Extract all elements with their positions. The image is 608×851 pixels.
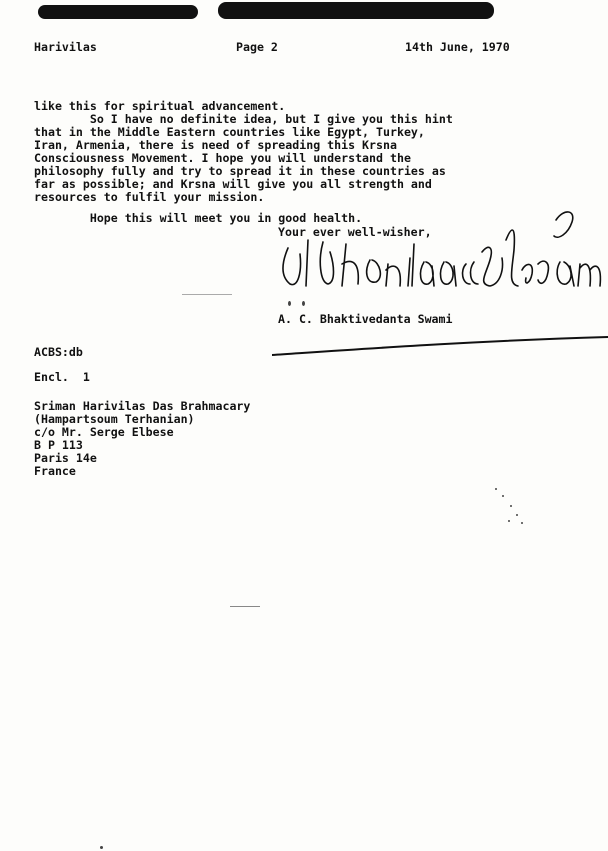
ink-mark: [288, 301, 291, 306]
address-line: c/o Mr. Serge Elbese: [34, 425, 174, 439]
signer-name: A. C. Bhaktivedanta Swami: [278, 312, 453, 326]
scan-speck: [495, 488, 497, 490]
scan-speck: [502, 495, 504, 497]
address-line: Paris 14e: [34, 451, 97, 465]
scan-speck: [508, 520, 510, 522]
scan-speck: [510, 505, 512, 507]
body-line: far as possible; and Krsna will give you all strength and: [34, 177, 432, 191]
address-line: B P 113: [34, 438, 83, 452]
body-line: Consciousness Movement. I hope you will understand the: [34, 151, 411, 165]
address-line: Sriman Harivilas Das Brahmacary: [34, 399, 251, 413]
redaction-bar-right: [218, 2, 494, 19]
enclosure-note: Encl. 1: [34, 370, 90, 384]
ink-mark: [302, 301, 305, 306]
body-line: resources to fulfil your mission.: [34, 190, 265, 204]
scan-speck: [182, 294, 232, 295]
scan-speck: [230, 606, 260, 607]
header-recipient: Harivilas: [34, 40, 97, 54]
body-line: like this for spiritual advancement.: [34, 99, 286, 113]
address-line: (Hampartsoum Terhanian): [34, 412, 195, 426]
body-line: Hope this will meet you in good health.: [34, 211, 363, 225]
scan-speck: [521, 522, 523, 524]
body-line: that in the Middle Eastern countries like Egypt, Turkey,: [34, 125, 425, 139]
body-line: So I have no definite idea, but I give you this hint: [34, 112, 453, 126]
closing-salutation: Your ever well-wisher,: [278, 225, 432, 239]
scan-speck: [516, 514, 518, 516]
header-page-number: Page 2: [236, 40, 278, 54]
reference-initials: ACBS:db: [34, 345, 83, 359]
body-line: philosophy fully and try to spread it in these countries as: [34, 164, 446, 178]
handwritten-signature: [268, 200, 608, 300]
redaction-bar-left: [38, 5, 198, 19]
body-line: Iran, Armenia, there is need of spreading this Krsna: [34, 138, 397, 152]
scan-speck: [100, 846, 103, 849]
pen-stroke-line: [272, 333, 608, 393]
header-date: 14th June, 1970: [405, 40, 510, 54]
address-line: France: [34, 464, 76, 478]
